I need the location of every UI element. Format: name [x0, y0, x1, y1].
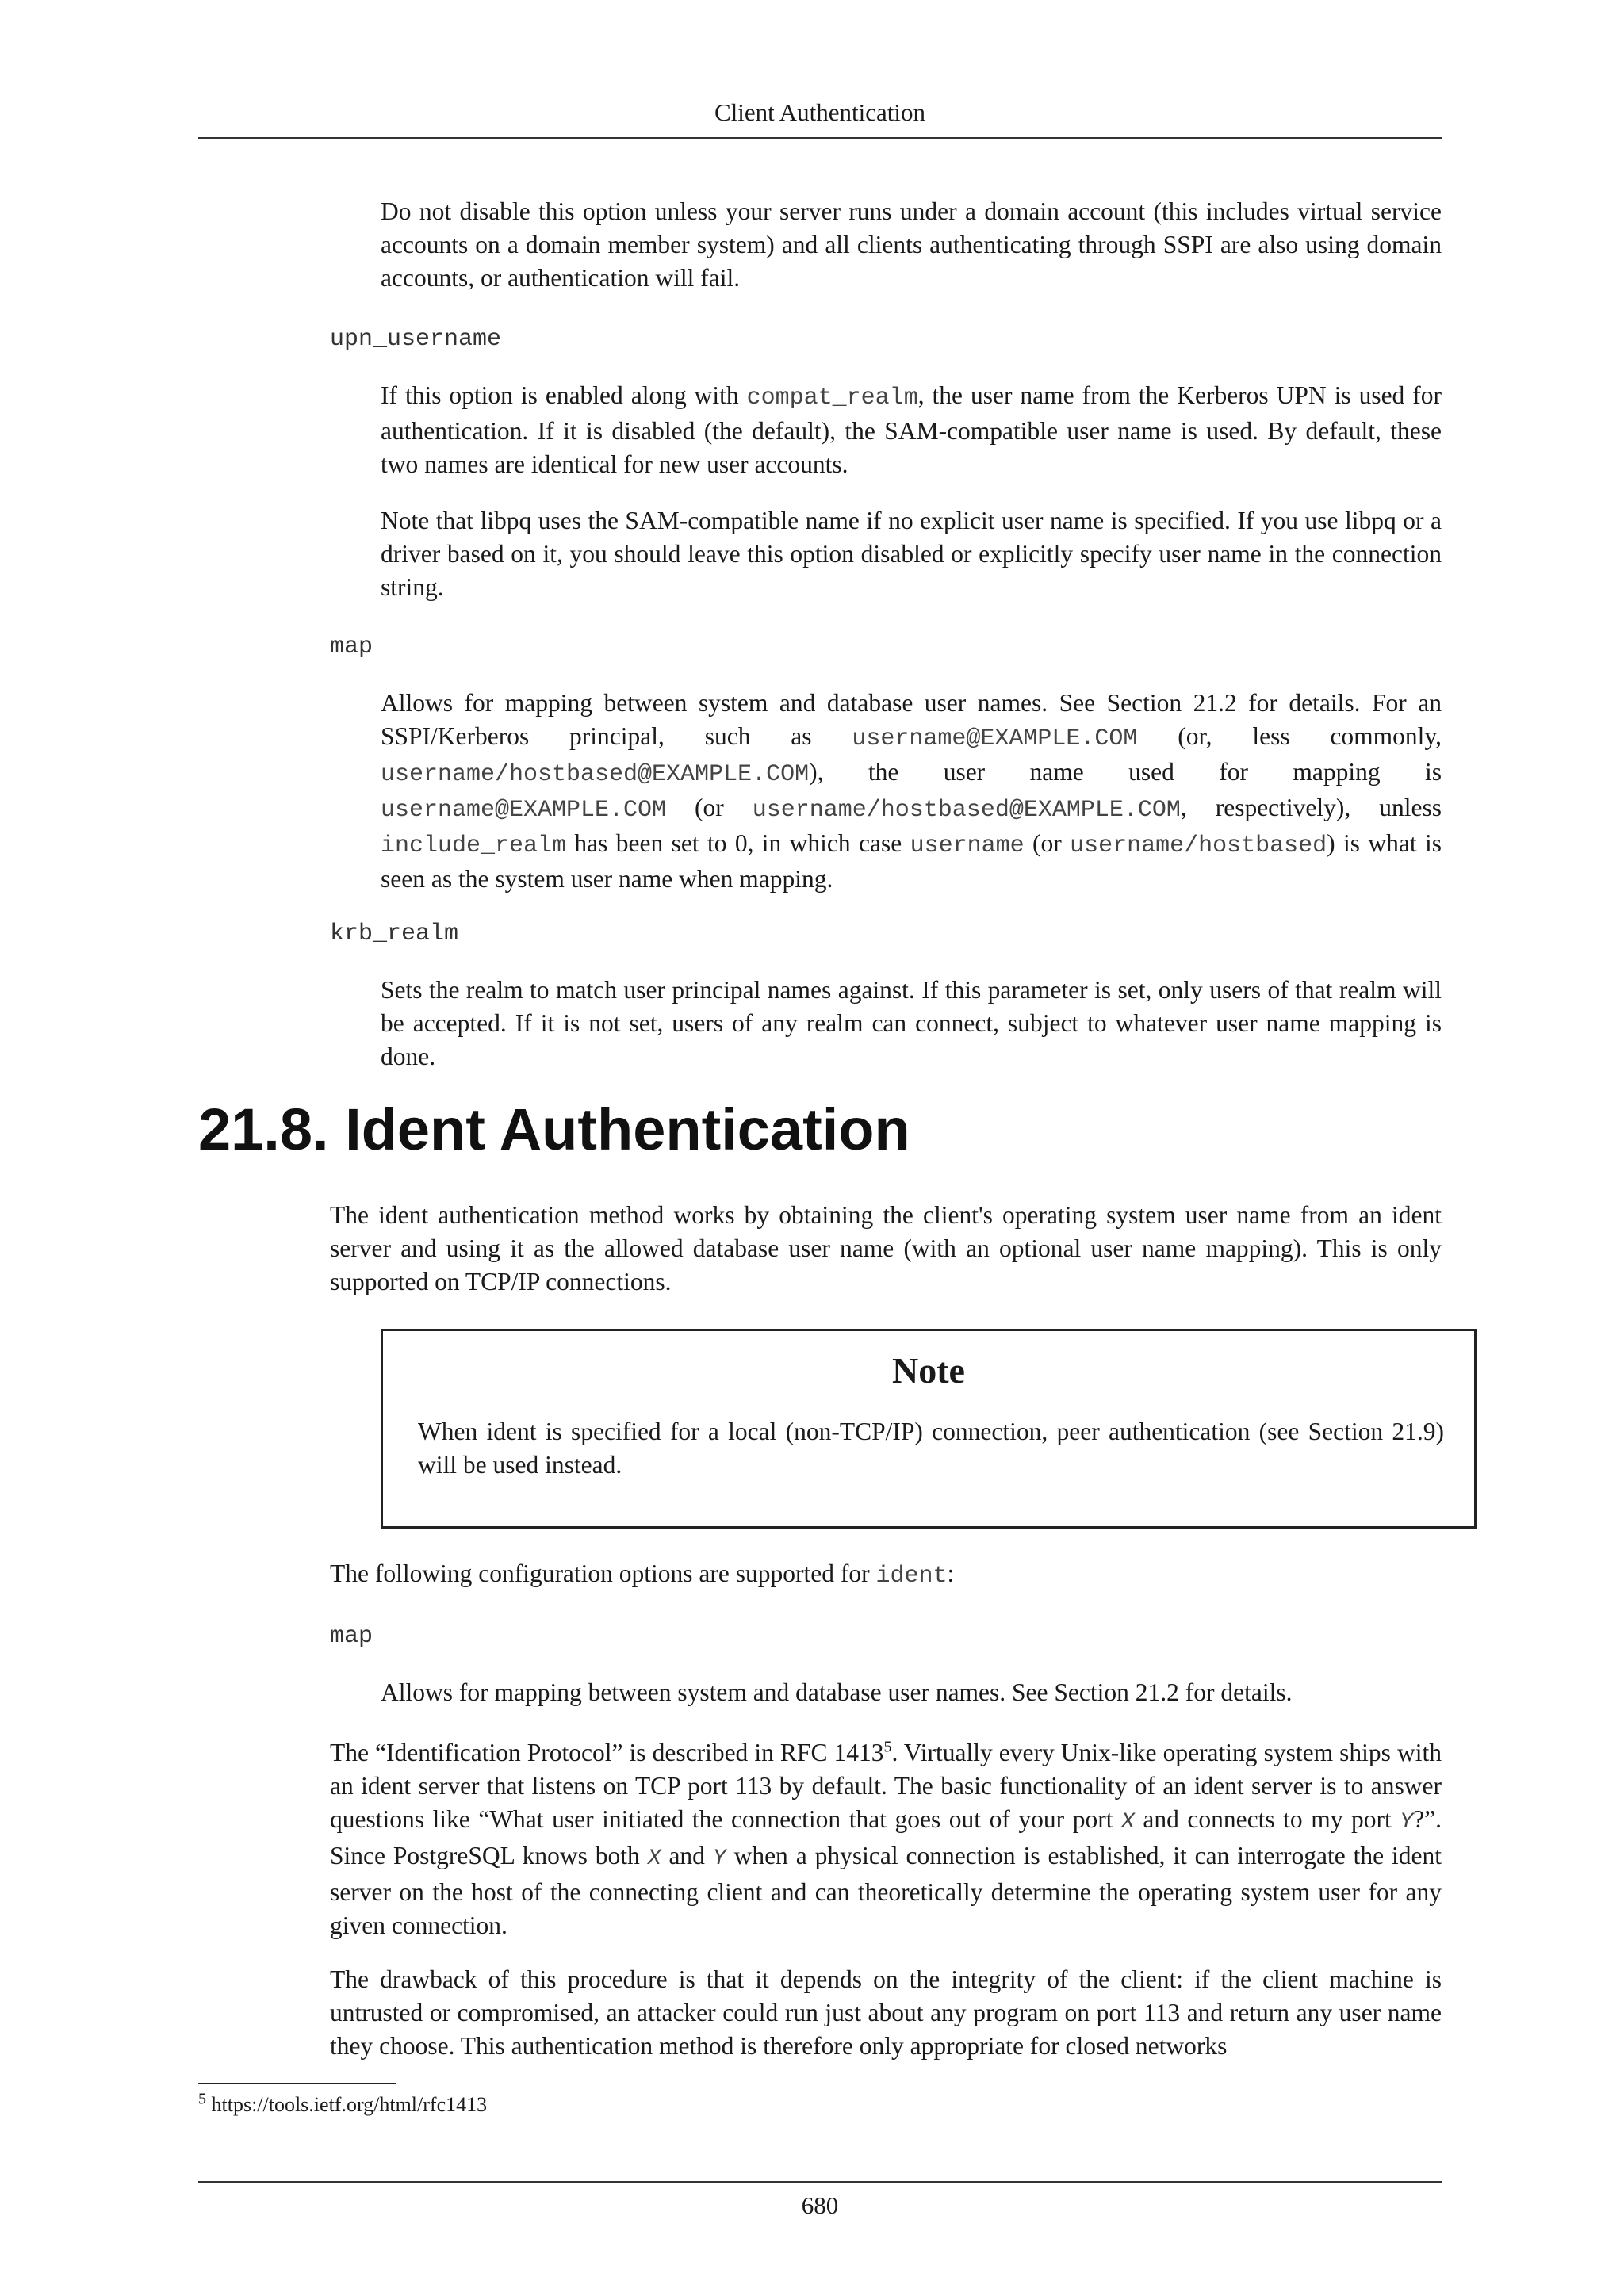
header-rule [198, 137, 1442, 139]
footnote-link[interactable]: https://tools.ietf.org/html/rfc1413 [211, 2093, 488, 2116]
page-number: 680 [801, 2191, 839, 2219]
protocol-text: The “Identification Protocol” is described in RFC 1413 [330, 1739, 884, 1766]
footnote-mark: 5 [198, 2090, 206, 2108]
term-krb-realm: krb_realm [330, 920, 459, 947]
options-text: The following configuration options are supported for [330, 1559, 876, 1587]
upn-p1-text-b: , the user name from the Kerberos UPN is used for authentication. If it is disabled (the default), the SAM-compatible user name is used. By default, these two names are identical for new user accounts. [381, 381, 1442, 478]
map-text: , respectively), unless [1180, 794, 1442, 821]
options-text: : [947, 1559, 955, 1587]
ident-map-paragraph: Allows for mapping between system and database user names. See Section 21.2 for details. [381, 1678, 1293, 1706]
term-ident-map: map [330, 1623, 373, 1650]
map-text: Allows for mapping between system and database user names. See Section 21.2 for details. For an SSPI/Kerberos principal, such as [381, 689, 1442, 750]
var-x: X [1121, 1810, 1135, 1835]
footer-rule [198, 2181, 1442, 2183]
upn-p1-text-a: If this option is enabled along with [381, 381, 747, 409]
note-box [381, 1329, 1477, 1529]
footnote-ref[interactable]: 5 [883, 1738, 892, 1756]
map-text: (or [666, 794, 753, 821]
code-username-example: username@EXAMPLE.COM [852, 725, 1138, 752]
code-include-realm: include_realm [381, 832, 567, 859]
ident-intro-paragraph: The ident authentication method works by obtaining the client's operating system user name from an ident server and using it as the allowed database user name (with an optional user name mapping). This is only supported on TCP/IP connections. [330, 1201, 1442, 1295]
code-username: username [910, 832, 1025, 859]
var-x: X [647, 1846, 661, 1871]
code-compat-realm: compat_realm [746, 385, 918, 411]
code-ident: ident [875, 1563, 948, 1590]
footnote-rule [198, 2083, 396, 2084]
protocol-text: . Virtually every Unix-like operating system ships with an ident server that listens on TCP port 113 by default. The basic functionality of an ident server is to answer questions like “What user initiated the connection that goes out of your port [330, 1739, 1442, 1833]
upn-paragraph-1 [381, 379, 1442, 481]
running-header: Client Authentication [714, 98, 926, 126]
sspi-domain-paragraph: Do not disable this option unless your server runs under a domain account (this includes virtual service accounts on a domain member system) and all clients authenticating through SSPI are also using domain accounts, or authentication will fail. [381, 197, 1442, 292]
map-text: ), the user name used for mapping is [809, 758, 1442, 786]
code-username-hostbased: username/hostbased [1070, 832, 1327, 859]
protocol-text: and [661, 1842, 713, 1869]
footnote [198, 2091, 487, 2118]
note-title: Note [892, 1350, 965, 1391]
var-y: Y [712, 1846, 726, 1871]
options-paragraph [330, 1557, 1442, 1593]
code-username-hostbased-example: username/hostbased@EXAMPLE.COM [381, 761, 810, 788]
map-text: (or [1024, 829, 1071, 857]
protocol-text: when a physical connection is established, it can interrogate the ident server on the host of the connecting client and can theoretically determine the operating system user for any given connection. [330, 1842, 1442, 1939]
var-y: Y [1400, 1810, 1414, 1835]
protocol-paragraph [330, 1736, 1442, 1942]
code-username-example: username@EXAMPLE.COM [381, 797, 667, 824]
note-text: When ident is specified for a local (non-TCP/IP) connection, peer authentication (see Section 21.9) will be used instead. [418, 1418, 1444, 1479]
term-upn-username: upn_username [330, 326, 502, 353]
protocol-text: ?”. Since PostgreSQL knows both [330, 1805, 1442, 1869]
map-text: (or, less commonly, [1137, 722, 1442, 750]
drawback-paragraph: The drawback of this procedure is that it depends on the integrity of the client: if the client machine is untrusted or compromised, an attacker could run just about any program on port 113 and return any user name they choose. This authentication method is therefore only appropriate for closed networks [330, 1965, 1442, 2060]
upn-paragraph-2: Note that libpq uses the SAM-compatible name if no explicit user name is specified. If you use libpq or a driver based on it, you should leave this option disabled or explicitly specify user name in the connection string. [381, 507, 1442, 601]
krb-realm-paragraph: Sets the realm to match user principal names against. If this parameter is set, only users of that realm will be accepted. If it is not set, users of any realm can connect, subject to whatever user name mapping is done. [381, 976, 1442, 1070]
section-title: 21.8. Ident Authentication [198, 1096, 910, 1162]
map-text: ) is what is seen as the system user name when mapping. [381, 829, 1442, 893]
term-map: map [330, 633, 373, 660]
map-paragraph [381, 687, 1442, 896]
code-username-hostbased-example: username/hostbased@EXAMPLE.COM [752, 797, 1181, 824]
protocol-text: and connects to my port [1134, 1805, 1400, 1833]
map-text: has been set to 0, in which case [566, 829, 910, 857]
